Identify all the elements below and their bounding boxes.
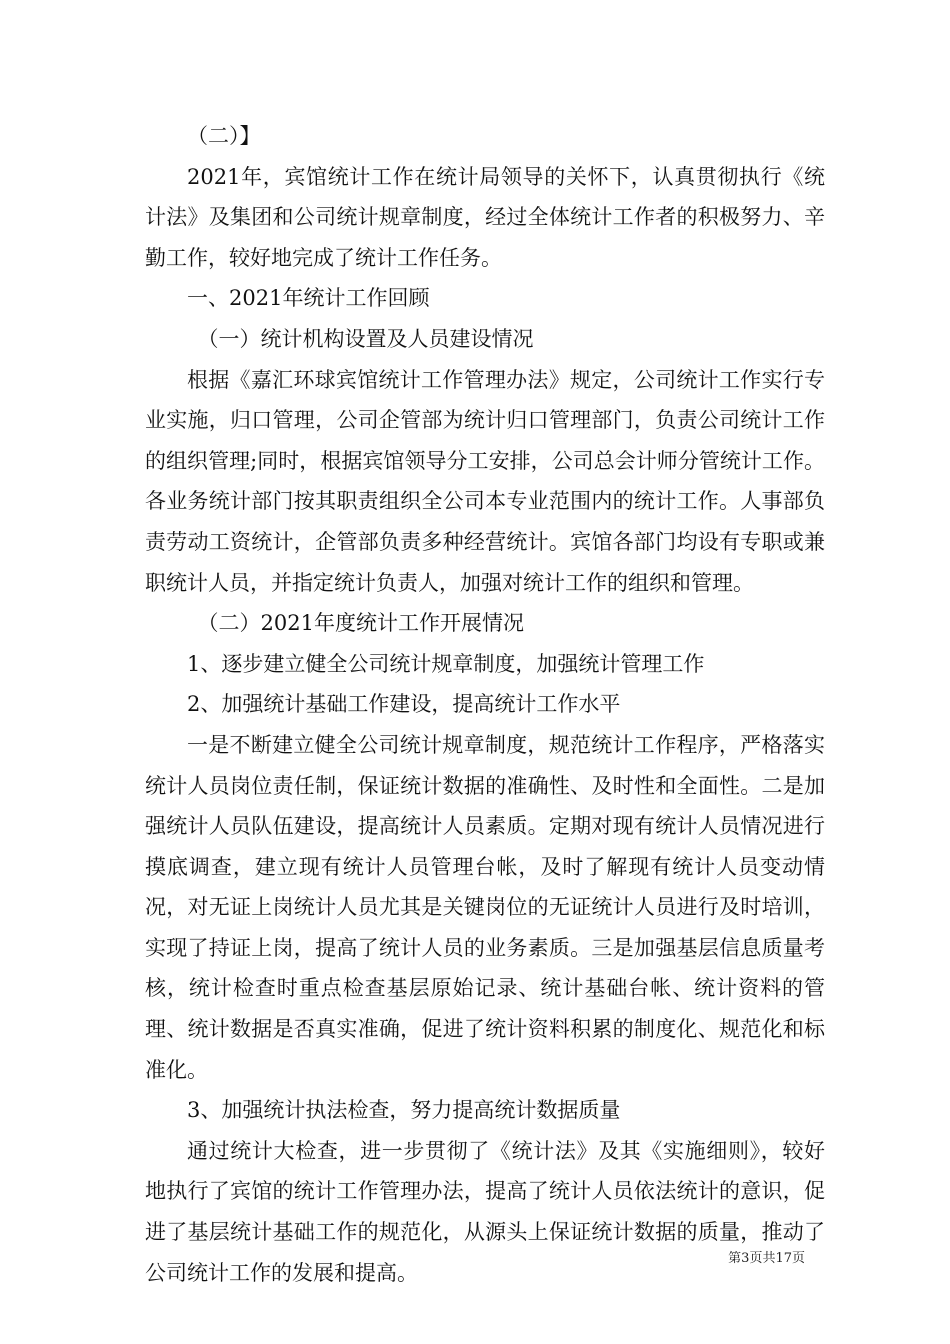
item-heading-1: 1、逐步建立健全公司统计规章制度，加强统计管理工作 [187,651,705,676]
page-number: 第3页共17页 [728,1251,805,1266]
item-heading-2: 2、加强统计基础工作建设，提高统计工作水平 [187,692,621,717]
foundation-work-paragraph: 一是不断建立健全公司统计规章制度，规范统计工作程序，严格落实统计人员岗位责任制，保证统计数据的准确性、及时性和全面性。二是加强统计人员队伍建设，提高统计人员素质。定期对现有统计人员情况进行摸底调查，建立现有统计人员管理台帐，及时了解现有统计人员变动情况，对无证上岗统计人员尤其是关键岗位的无证统计人员进行及时培训，实现了持证上岗，提高了统计人员的业务素质。三是加强基层信息质量考核，统计检查时重点检查基层原始记录、统计基础台帐、统计资料的管理、统计数据是否真实准确，促进了统计资料积累的制度化、规范化和标准化。 [145,732,825,1082]
subsection-heading-organization: （一）统计机构设置及人员建设情况 [197,326,534,351]
organization-paragraph: 根据《嘉汇环球宾馆统计工作管理办法》规定，公司统计工作实行专业实施，归口管理，公司企管部为统计归口管理部门，负责公司统计工作的组织管理;同时，根据宾馆领导分工安排，公司总会计师分管统计工作。各业务统计部门按其职责组织全公司本专业范围内的统计工作。人事部负责劳动工资统计，企管部负责多种经营统计。宾馆各部门均设有专职或兼职统计人员，并指定统计负责人，加强对统计工作的组织和管理。 [145,367,825,595]
section-continuation-label: （二）】 [187,124,261,148]
intro-paragraph: 2021年，宾馆统计工作在统计局领导的关怀下，认真贯彻执行《统计法》及集团和公司统计规章制度，经过全体统计工作者的积极努力、辛勤工作，较好地完成了统计工作任务。 [145,164,825,270]
document-body [145,116,825,1293]
subsection-heading-work-progress: （二）2021年度统计工作开展情况 [197,611,524,636]
section-heading-review: 一、2021年统计工作回顾 [187,286,430,311]
law-enforcement-paragraph: 通过统计大检查，进一步贯彻了《统计法》及其《实施细则》，较好地执行了宾馆的统计工作管理办法，提高了统计人员依法统计的意识，促进了基层统计基础工作的规范化，从源头上保证统计数据的质量，推动了公司统计工作的发展和提高。 [145,1138,825,1285]
item-heading-3: 3、加强统计执法检查，努力提高统计数据质量 [187,1098,621,1123]
